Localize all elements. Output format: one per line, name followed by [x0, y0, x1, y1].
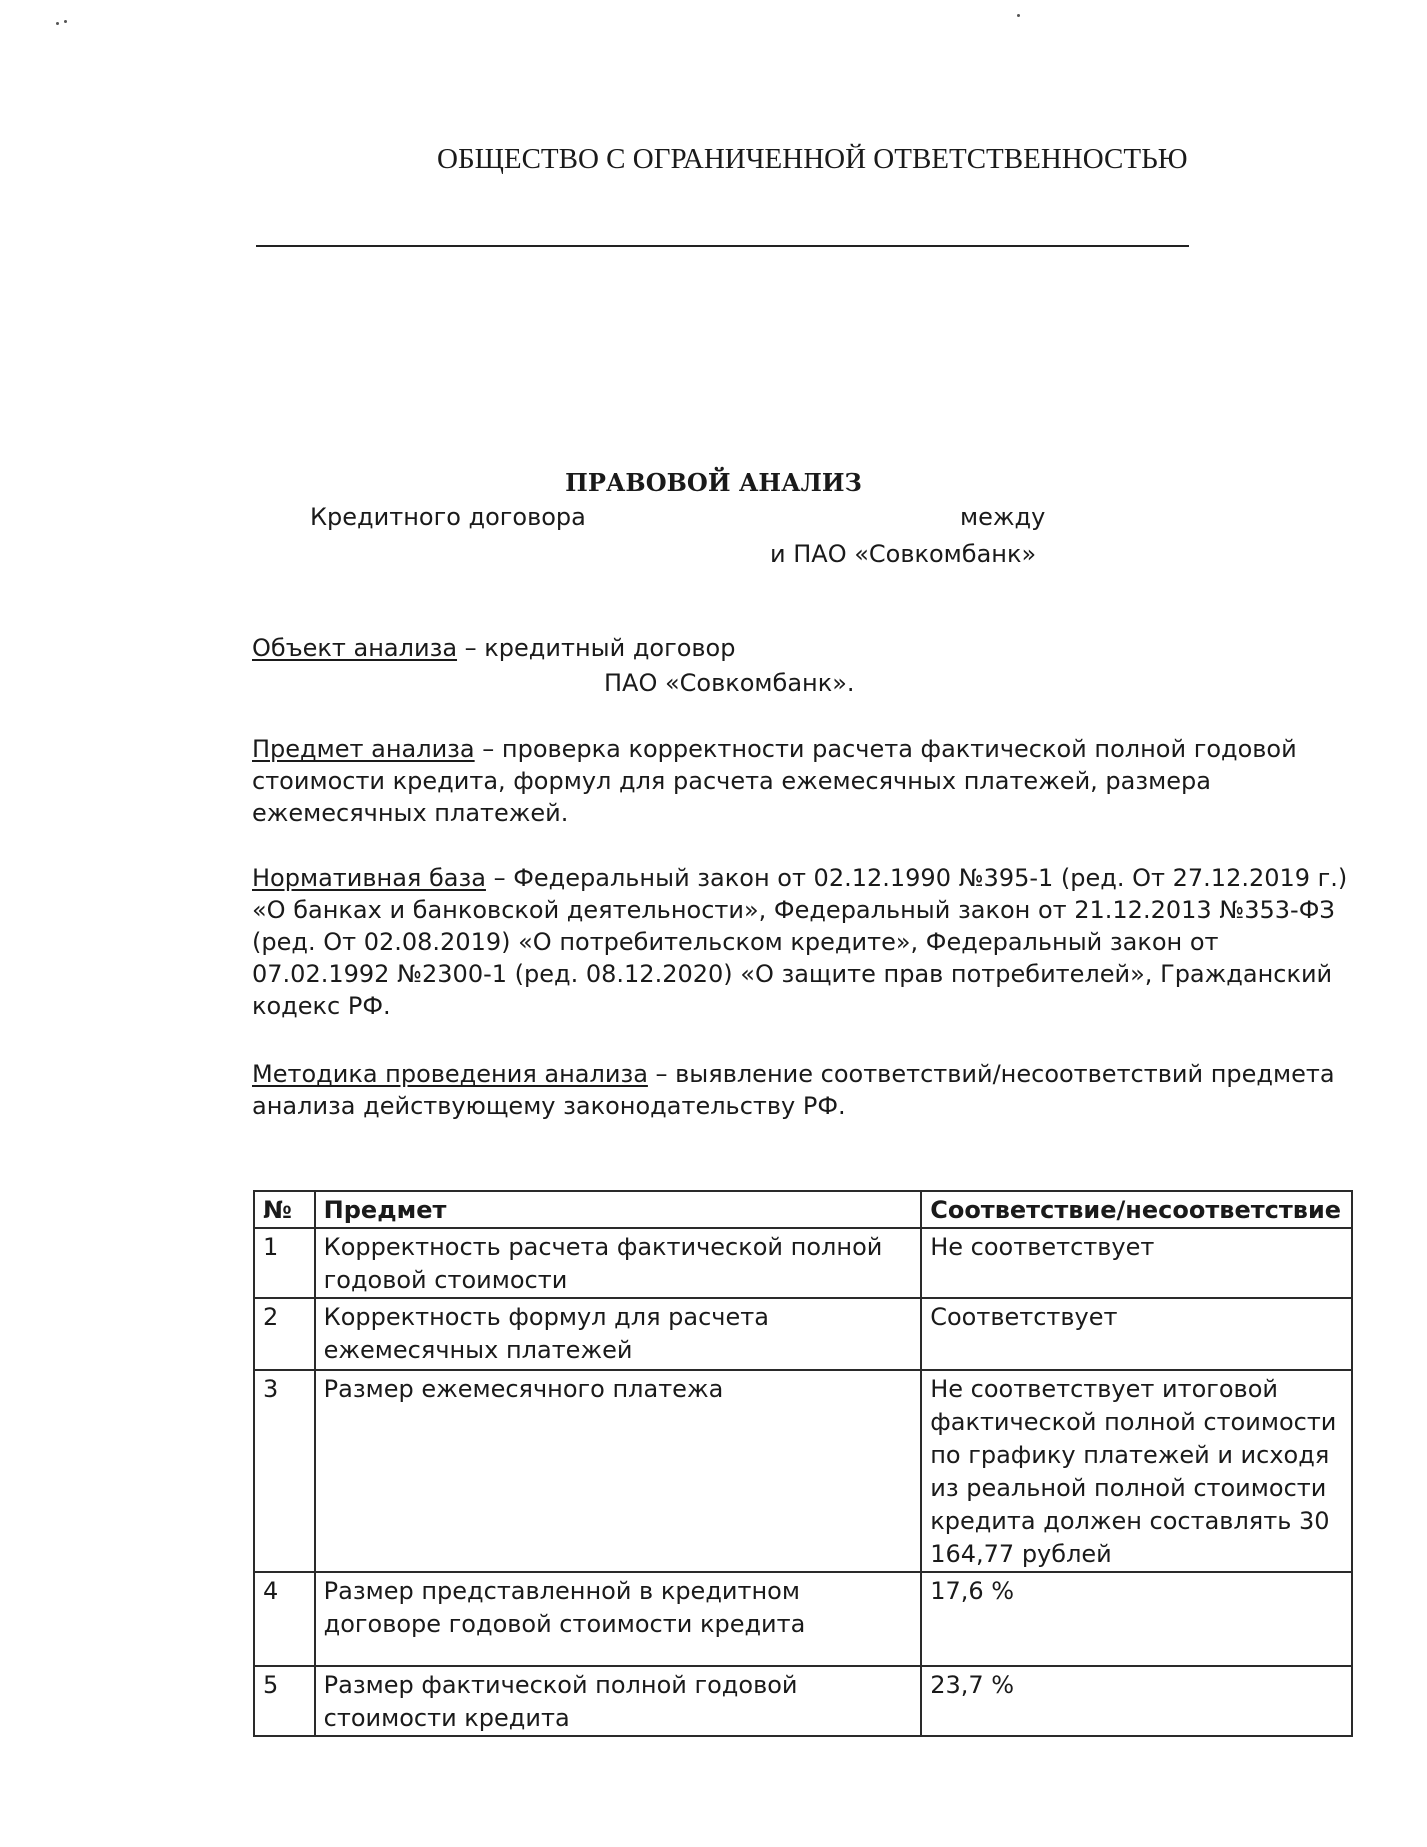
- scan-speck: [64, 20, 67, 23]
- table-row: [254, 1298, 1352, 1370]
- row-subject: Размер представленной в кредитном договоре годовой стоимости кредита: [315, 1572, 922, 1666]
- object-label: Объект анализа: [252, 634, 458, 662]
- subject-label: Предмет анализа: [252, 735, 475, 763]
- header-subject: Предмет: [315, 1191, 922, 1228]
- table-header-row: [254, 1191, 1352, 1228]
- row-subject: Размер фактической полной годовой стоимости кредита: [315, 1666, 922, 1736]
- analysis-table: [253, 1190, 1353, 1737]
- object-paragraph: [252, 632, 1352, 664]
- table-row: [254, 1228, 1352, 1298]
- header-number: №: [254, 1191, 315, 1228]
- row-number: 4: [254, 1572, 315, 1666]
- row-result: 17,6 %: [921, 1572, 1352, 1666]
- subject-text: – проверка корректности расчета фактической полной годовой стоимости кредита, формул для расчета ежемесячных платежей, размера ежемесячных платежей.: [252, 735, 1297, 827]
- row-subject: Корректность формул для расчета ежемесячных платежей: [315, 1298, 922, 1370]
- object-text-line2: ПАО «Совкомбанк».: [604, 669, 855, 697]
- normative-text: – Федеральный закон от 02.12.1990 №395-1 (ред. От 27.12.2019 г.) «О банках и банковской деятельности», Федеральный закон от 21.12.2013 №353-ФЗ (ред. От 02.08.2019) «О потребительском кредите», Федеральный закон от 07.02.1992 №2300-1 (ред. 08.12.2020) «О защите прав потребителей», Гражданский кодекс РФ.: [252, 864, 1348, 1020]
- row-number: 3: [254, 1370, 315, 1572]
- row-subject: Корректность расчета фактической полной годовой стоимости: [315, 1228, 922, 1298]
- object-text-line1: – кредитный договор: [457, 634, 736, 662]
- row-number: 5: [254, 1666, 315, 1736]
- row-result: Не соответствует итоговой фактической полной стоимости по графику платежей и исходя из реальной полной стоимости кредита должен составлять 30 164,77 рублей: [921, 1370, 1352, 1572]
- table-row: [254, 1666, 1352, 1736]
- method-label: Методика проведения анализа: [252, 1060, 648, 1088]
- subtitle-line2: и ПАО «Совкомбанк»: [770, 540, 1037, 568]
- table-row: [254, 1572, 1352, 1666]
- scan-speck: [1017, 14, 1020, 17]
- document-title: ПРАВОВОЙ АНАЛИЗ: [565, 468, 862, 497]
- row-number: 2: [254, 1298, 315, 1370]
- method-text: – выявление соответствий/несоответствий предмета анализа действующему законодательству РФ.: [252, 1060, 1335, 1120]
- row-result: 23,7 %: [921, 1666, 1352, 1736]
- normative-label: Нормативная база: [252, 864, 486, 892]
- row-number: 1: [254, 1228, 315, 1298]
- row-subject: Размер ежемесячного платежа: [315, 1370, 922, 1572]
- header-result: Соответствие/несоответствие: [921, 1191, 1352, 1228]
- method-paragraph: [252, 1058, 1352, 1122]
- scan-speck: [56, 22, 59, 25]
- subtitle-line1-start: Кредитного договора: [310, 503, 586, 531]
- subject-paragraph: [252, 733, 1352, 829]
- table-row: [254, 1370, 1352, 1572]
- normative-paragraph: [252, 862, 1352, 1022]
- row-result: Не соответствует: [921, 1228, 1352, 1298]
- organization-heading: ОБЩЕСТВО С ОГРАНИЧЕННОЙ ОТВЕТСТВЕННОСТЬЮ: [437, 143, 1188, 175]
- organization-name-underline: [256, 245, 1189, 247]
- row-result: Соответствует: [921, 1298, 1352, 1370]
- subtitle-line1-end: между: [960, 503, 1046, 531]
